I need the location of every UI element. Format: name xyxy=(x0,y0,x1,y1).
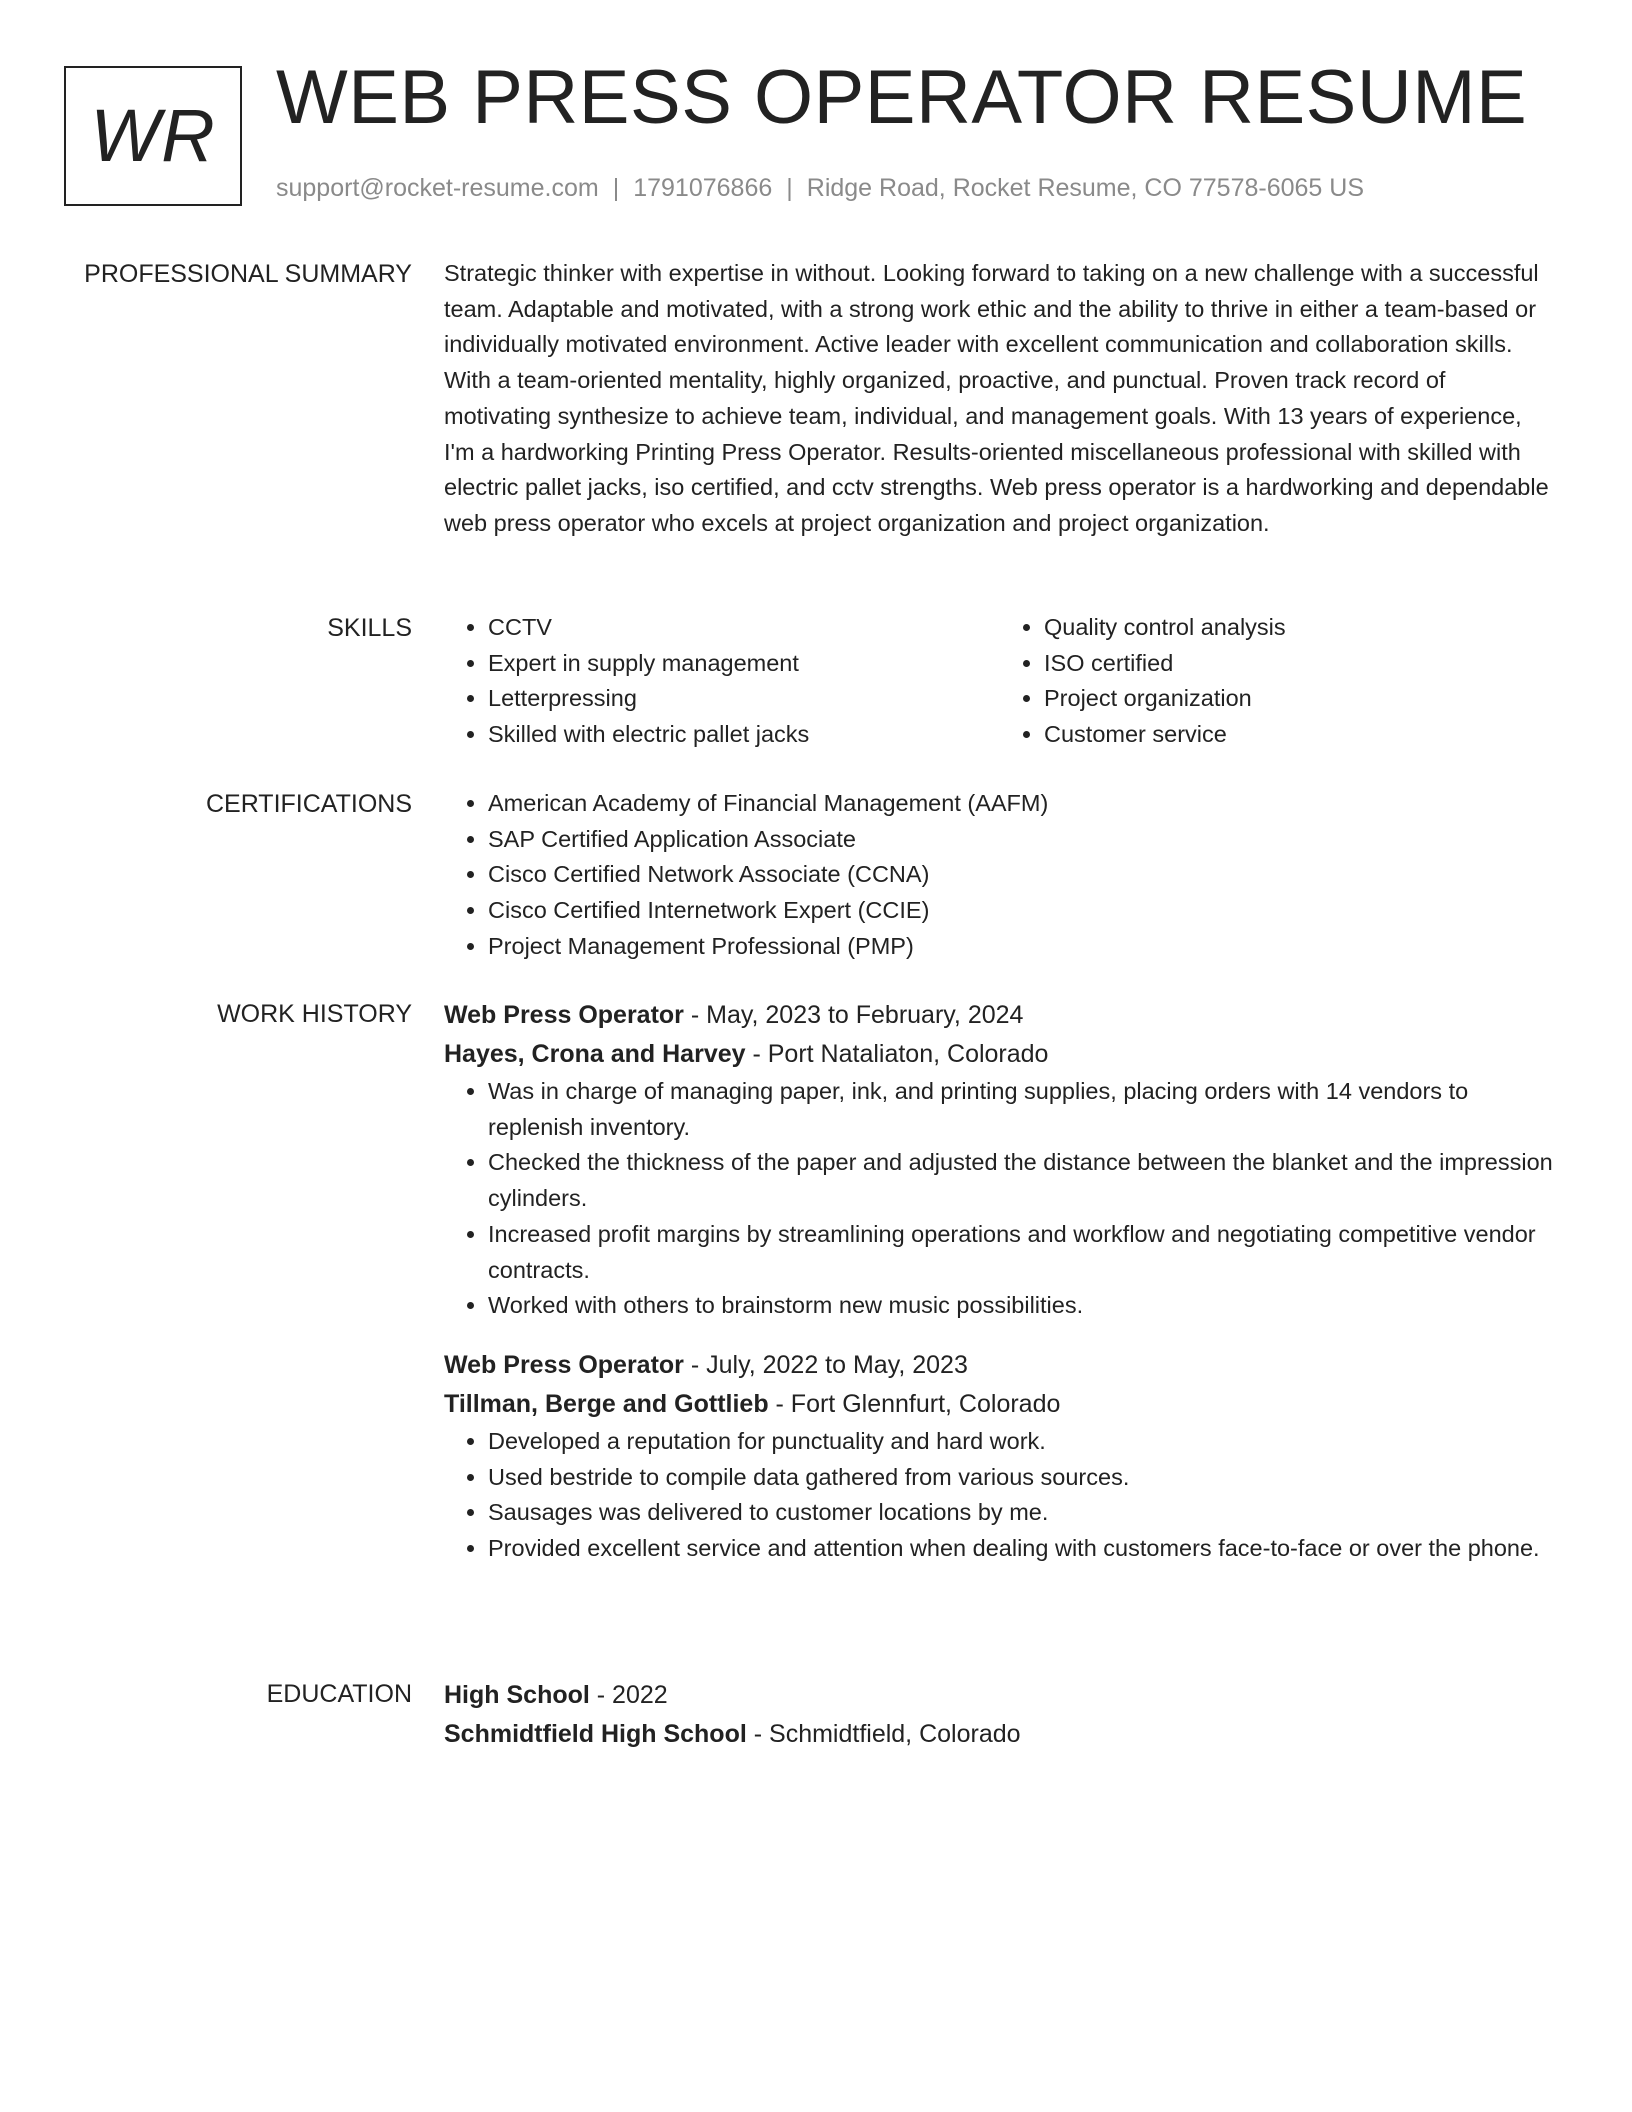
job-bullet: • Checked the thickness of the paper and adjusted the distance between the blanket and the impression cylinders. xyxy=(488,1145,1556,1216)
skills-grid xyxy=(444,610,1556,753)
skill-item: • CCTV xyxy=(488,610,1000,646)
education-degree: High School xyxy=(444,1681,590,1709)
education-school-line xyxy=(444,1715,1556,1754)
job-title-line xyxy=(444,1346,1556,1385)
skill-item: • Letterpressing xyxy=(488,681,1000,717)
job-bullet: • Sausages was delivered to customer locations by me. xyxy=(488,1495,1556,1531)
job-bullet: • Provided excellent service and attention when dealing with customers face-to-face or over the phone. xyxy=(488,1531,1556,1567)
job-entry xyxy=(444,1346,1556,1567)
job-location: - Fort Glennfurt, Colorado xyxy=(768,1389,1061,1418)
certification-item: • Cisco Certified Network Associate (CCNA) xyxy=(488,857,1556,893)
contact-phone: 1791076866 xyxy=(633,174,773,202)
section-label-certifications: CERTIFICATIONS xyxy=(205,790,412,818)
certification-item: • Cisco Certified Internetwork Expert (CCIE) xyxy=(488,893,1556,929)
job-bullet-list xyxy=(444,1424,1556,1567)
certification-item: • SAP Certified Application Associate xyxy=(488,822,1556,858)
contact-separator: | xyxy=(786,174,793,202)
work-history-body xyxy=(444,996,1556,1567)
education-body xyxy=(444,1676,1556,1754)
job-title-line xyxy=(444,996,1556,1035)
resume-title: WEB PRESS OPERATOR RESUME xyxy=(276,55,1528,140)
job-dates: - May, 2023 to February, 2024 xyxy=(683,1001,1024,1029)
certifications-body xyxy=(444,786,1556,965)
contact-line xyxy=(276,174,1364,203)
education-location: - Schmidtfield, Colorado xyxy=(746,1720,1021,1748)
skills-list-left xyxy=(444,610,1000,753)
skill-item: • Project organization xyxy=(1044,681,1556,717)
skill-item: • Customer service xyxy=(1044,717,1556,753)
job-bullet: • Increased profit margins by streamlining operations and workflow and negotiating competitive vendor contracts. xyxy=(488,1217,1556,1288)
job-dates: - July, 2022 to May, 2023 xyxy=(683,1350,968,1379)
job-company: Hayes, Crona and Harvey xyxy=(444,1040,746,1068)
job-bullet: • Developed a reputation for punctuality and hard work. xyxy=(488,1424,1556,1460)
contact-address: Ridge Road, Rocket Resume, CO 77578-6065 US xyxy=(806,174,1365,202)
certification-item: • American Academy of Financial Management (AAFM) xyxy=(488,786,1556,822)
job-company: Tillman, Berge and Gottlieb xyxy=(444,1389,769,1418)
contact-separator: | xyxy=(612,174,620,202)
job-bullet: • Worked with others to brainstorm new music possibilities. xyxy=(488,1288,1556,1324)
monogram-box xyxy=(64,66,242,206)
section-label-education: EDUCATION xyxy=(266,1680,412,1708)
section-label-skills: SKILLS xyxy=(327,614,412,642)
section-label-work-history: WORK HISTORY xyxy=(217,1000,412,1028)
education-degree-line xyxy=(444,1676,1556,1715)
summary-text: Strategic thinker with expertise in without. Looking forward to taking on a new challenge with a successful team. Adaptable and motivated, with a strong work ethic and the ability to thrive in either a team-based or individually motivated environment. Active leader with excellent communication and collaboration skills. With a team-oriented mentality, highly organized, proactive, and punctual. Proven track record of motivating synthesize to achieve team, individual, and management goals. With 13 years of experience, I'm a hardworking Printing Press Operator. Results-oriented miscellaneous professional with skilled with electric pallet jacks, iso certified, and cctv strengths. Web press operator is a hardworking and dependable web press operator who excels at project organization and project organization. xyxy=(444,260,1549,536)
monogram-initials: WR xyxy=(90,94,216,177)
education-school: Schmidtfield High School xyxy=(444,1720,747,1748)
summary-body xyxy=(444,256,1556,542)
certifications-list xyxy=(444,786,1556,965)
job-company-line xyxy=(444,1035,1556,1074)
skill-item: • Quality control analysis xyxy=(1044,610,1556,646)
job-bullet: • Used bestride to compile data gathered from various sources. xyxy=(488,1460,1556,1496)
job-bullet: • Was in charge of managing paper, ink, and printing supplies, placing orders with 14 vendors to replenish inventory. xyxy=(488,1074,1556,1145)
skills-list-right xyxy=(1000,610,1556,753)
education-year: - 2022 xyxy=(589,1681,668,1709)
section-label-summary: PROFESSIONAL SUMMARY xyxy=(84,260,412,288)
skills-body xyxy=(444,610,1556,753)
job-location: - Port Nataliaton, Colorado xyxy=(745,1040,1049,1068)
contact-email: support@rocket-resume.com xyxy=(276,174,599,202)
job-bullet-list xyxy=(444,1074,1556,1324)
job-title: Web Press Operator xyxy=(444,1001,684,1029)
job-entry xyxy=(444,996,1556,1324)
skill-item: • Skilled with electric pallet jacks xyxy=(488,717,1000,753)
skill-item: • ISO certified xyxy=(1044,646,1556,682)
skill-item: • Expert in supply management xyxy=(488,646,1000,682)
job-title: Web Press Operator xyxy=(444,1350,684,1379)
certification-item: • Project Management Professional (PMP) xyxy=(488,929,1556,965)
job-company-line xyxy=(444,1385,1556,1424)
